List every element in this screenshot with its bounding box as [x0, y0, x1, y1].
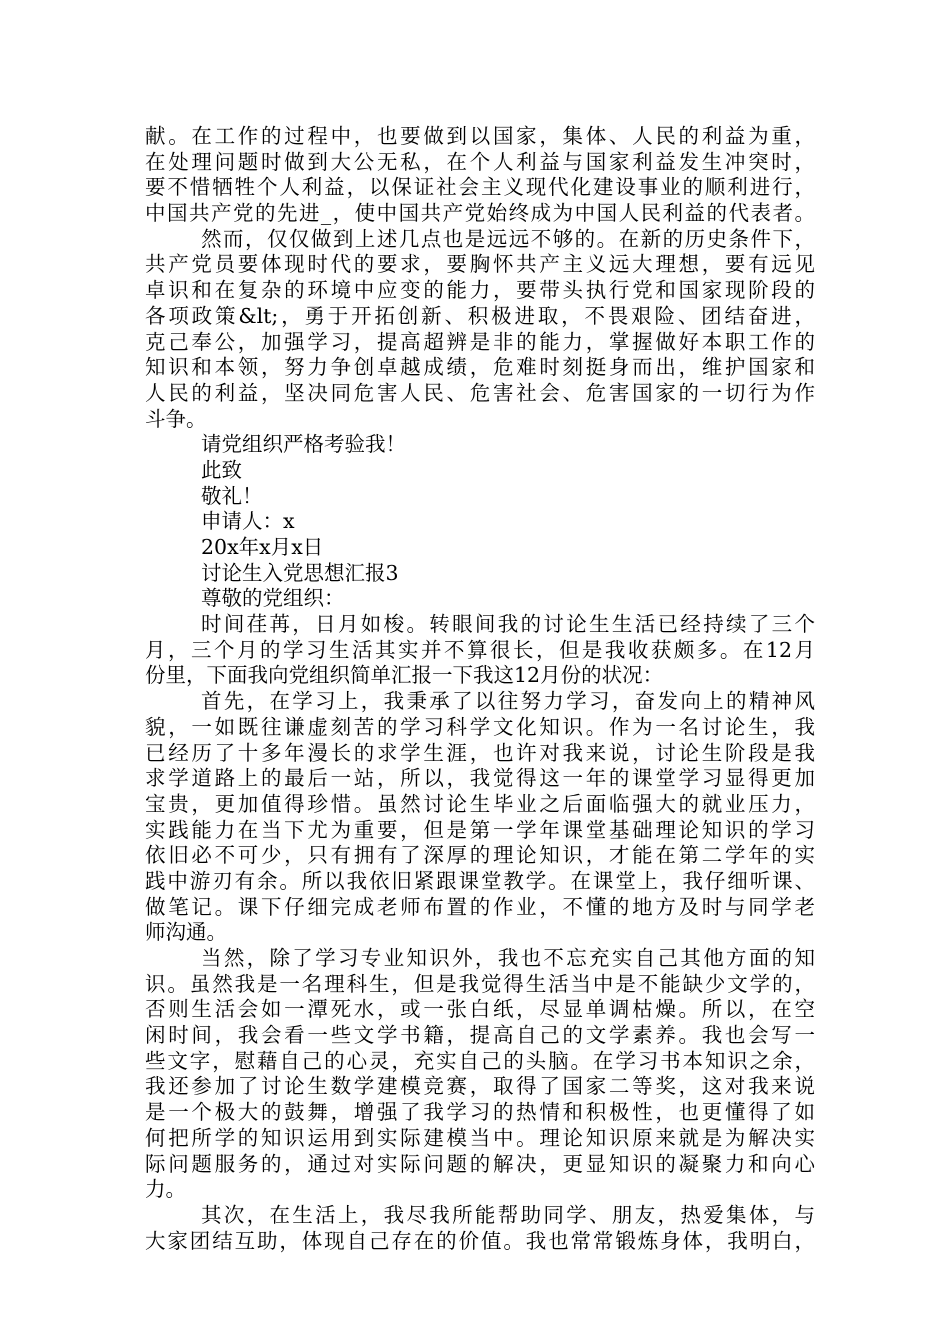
- text-line: 做笔记。课下仔细完成老师布置的作业，不懂的地方及时与同学老: [145, 894, 815, 919]
- text-line: 各项政策&lt;，勇于开拓创新、积极进取，不畏艰险、团结奋进，: [145, 303, 815, 328]
- text-line: 知识和本领，努力争创卓越成绩，危难时刻挺身而出，维护国家和: [145, 355, 815, 380]
- text-line: 闲时间，我会看一些文学书籍，提高自己的文学素养。我也会写一: [145, 1023, 815, 1048]
- text-line: 依旧必不可少，只有拥有了深厚的理论知识，才能在第二学年的实: [145, 843, 815, 868]
- paragraph-first-line: 首先，在学习上，我秉承了以往努力学习，奋发向上的精神风: [201, 689, 815, 714]
- paragraph-first-line: 然而，仅仅做到上述几点也是远远不够的。在新的历史条件下，: [201, 226, 815, 251]
- salutation-zhizhi: 此致: [201, 457, 242, 482]
- text-line: 卓识和在复杂的环境中应变的能力，要带头执行党和国家现阶段的: [145, 278, 815, 303]
- text-line: 克己奉公，加强学习，提高超辨是非的能力，掌握做好本职工作的: [145, 329, 815, 354]
- paragraph-first-line: 其次，在生活上，我尽我所能帮助同学、朋友，热爱集体，与: [201, 1202, 815, 1227]
- text-line: 共产党员要体现时代的要求，要胸怀共产主义远大理想，要有远见: [145, 252, 815, 277]
- text-line: 要不惜牺牲个人利益，以保证社会主义现代化建设事业的顺利进行，: [145, 175, 815, 200]
- text-line: 实践能力在当下尤为重要，但是第一学年课堂基础理论知识的学习: [145, 817, 815, 842]
- text-line: 献。在工作的过程中，也要做到以国家，集体、人民的利益为重，: [145, 124, 815, 148]
- text-line: 月，三个月的学习生活其实并不算很长，但是我收获颇多。在12月: [145, 637, 815, 662]
- section-title: 讨论生入党思想汇报3: [201, 560, 399, 585]
- paragraph-first-line: 当然，除了学习专业知识外，我也不忘充实自己其他方面的知: [201, 946, 815, 970]
- greeting: 尊敬的党组织：: [201, 586, 345, 611]
- paragraph-first-line: 时间荏苒，日月如梭。转眼间我的讨论生生活已经持续了三个: [201, 612, 815, 637]
- text-line: 宝贵，更加值得珍惜。虽然讨论生毕业之后面临强大的就业压力，: [145, 791, 815, 816]
- text-line: 人民的利益，坚决同危害人民、危害社会、危害国家的一切行为作: [145, 380, 815, 405]
- document-body: [145, 124, 815, 1254]
- text-line: 践中游刃有余。所以我依旧紧跟课堂教学。在课堂上，我仔细听课、: [145, 868, 815, 893]
- paragraph-last-line: 力。: [145, 1177, 186, 1202]
- paragraph-last-line: 师沟通。: [145, 920, 227, 945]
- text-line: 貌，一如既往谦虚刻苦的学习科学文化知识。作为一名讨论生，我: [145, 714, 815, 739]
- text-line: 大家团结互助，体现自己存在的价值。我也常常锻炼身体，我明白，: [145, 1228, 815, 1253]
- text-line: 已经历了十多年漫长的求学生涯，也许对我来说，讨论生阶段是我: [145, 740, 815, 765]
- text-line: 在处理问题时做到大公无私，在个人利益与国家利益发生冲突时，: [145, 149, 815, 174]
- text-line: 中国共产党的先进_，使中国共产党始终成为中国人民利益的代表者。: [145, 201, 815, 226]
- salutation-jingli: 敬礼！: [201, 483, 263, 508]
- closing-request: 请党组织严格考验我！: [201, 432, 406, 457]
- paragraph-last-line: 斗争。: [145, 406, 207, 431]
- applicant-signature: 申请人：x: [201, 509, 295, 534]
- text-line: 何把所学的知识运用到实际建模当中。理论知识原来就是为解决实: [145, 1125, 815, 1150]
- text-line: 识。虽然我是一名理科生，但是我觉得生活当中是不能缺少文学的，: [145, 971, 815, 996]
- text-line: 我还参加了讨论生数学建模竞赛，取得了国家二等奖，这对我来说: [145, 1074, 815, 1099]
- signature-date: 20x年x月x日: [201, 535, 324, 559]
- text-line: 否则生活会如一潭死水，或一张白纸，尽显单调枯燥。所以，在空: [145, 997, 815, 1022]
- text-line: 际问题服务的，通过对实际问题的解决，更显知识的凝聚力和向心: [145, 1151, 815, 1176]
- text-line: 求学道路上的最后一站，所以，我觉得这一年的课堂学习显得更加: [145, 766, 815, 791]
- paragraph-last-line: 份里，下面我向党组织简单汇报一下我这12月份的状况：: [145, 663, 664, 688]
- text-line: 是一个极大的鼓舞，增强了我学习的热情和积极性，也更懂得了如: [145, 1100, 815, 1125]
- text-line: 些文字，慰藉自己的心灵，充实自己的头脑。在学习书本知识之余，: [145, 1048, 815, 1073]
